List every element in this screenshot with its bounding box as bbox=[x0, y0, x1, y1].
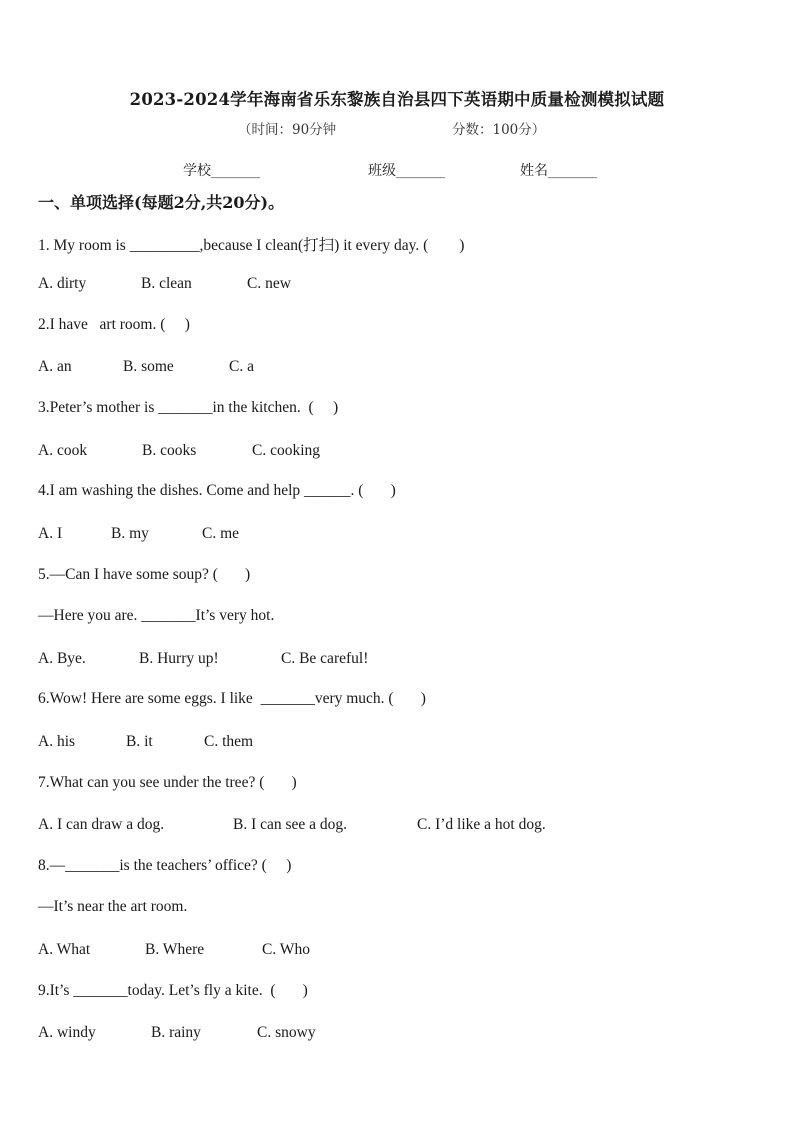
question-1-stem: 1. My room is _________,because I clean(打扫) it every day. ( ) bbox=[38, 237, 465, 254]
exam-score: 分数：100分） bbox=[452, 122, 546, 138]
option-a: A. I can draw a dog. bbox=[38, 816, 165, 833]
exam-time: （时间：90分钟 bbox=[238, 122, 337, 138]
question-8-reply: —It’s near the art room. bbox=[38, 898, 188, 915]
question-7-stem: 7.What can you see under the tree? ( ) bbox=[38, 774, 297, 791]
option-a: A. cook bbox=[38, 442, 88, 459]
question-2-stem: 2.I have art room. ( ) bbox=[38, 316, 190, 333]
option-a: A. an bbox=[38, 358, 72, 375]
question-8-stem: 8.—_______is the teachers’ office? ( ) bbox=[38, 857, 292, 874]
school-field: 学校_______ bbox=[183, 163, 260, 179]
option-a: A. dirty bbox=[38, 275, 87, 292]
question-5-stem: 5.—Can I have some soup? ( ) bbox=[38, 566, 251, 583]
option-c: C. Who bbox=[262, 941, 310, 958]
option-b: B. I can see a dog. bbox=[233, 816, 348, 833]
exam-title: 2023-2024学年海南省乐东黎族自治县四下英语期中质量检测模拟试题 bbox=[129, 90, 665, 109]
option-b: B. clean bbox=[141, 275, 192, 292]
option-b: B. some bbox=[123, 358, 174, 375]
option-a: A. windy bbox=[38, 1024, 96, 1041]
question-4-stem: 4.I am washing the dishes. Come and help ______. ( ) bbox=[38, 482, 396, 499]
option-a: A. his bbox=[38, 733, 76, 750]
class-field: 班级_______ bbox=[368, 163, 445, 179]
option-b: B. it bbox=[126, 733, 153, 750]
option-a: A. Bye. bbox=[38, 650, 86, 667]
question-3-stem: 3.Peter’s mother is _______in the kitchen. ( ) bbox=[38, 399, 339, 416]
option-c: C. snowy bbox=[257, 1024, 316, 1041]
option-c: C. new bbox=[247, 275, 291, 292]
question-5-reply: —Here you are. _______It’s very hot. bbox=[38, 607, 275, 624]
option-c: C. cooking bbox=[252, 442, 321, 459]
option-b: B. Hurry up! bbox=[139, 650, 219, 667]
option-a: A. What bbox=[38, 941, 91, 958]
option-c: C. a bbox=[229, 358, 254, 375]
name-field: 姓名_______ bbox=[520, 163, 597, 179]
option-b: B. cooks bbox=[142, 442, 197, 459]
option-c: C. me bbox=[202, 525, 240, 542]
option-a: A. I bbox=[38, 525, 63, 542]
option-b: B. rainy bbox=[151, 1024, 201, 1041]
question-9-stem: 9.It’s _______today. Let’s fly a kite. ( ) bbox=[38, 982, 308, 999]
option-c: C. them bbox=[204, 733, 254, 750]
option-c: C. I’d like a hot dog. bbox=[417, 816, 546, 833]
question-9-options bbox=[38, 1024, 316, 1114]
option-c: C. Be careful! bbox=[281, 650, 369, 667]
question-6-stem: 6.Wow! Here are some eggs. I like _______very much. ( ) bbox=[38, 690, 426, 707]
section-heading: 一、单项选择(每题2分,共20分)。 bbox=[38, 193, 285, 212]
option-b: B. Where bbox=[145, 941, 205, 958]
option-b: B. my bbox=[111, 525, 149, 542]
